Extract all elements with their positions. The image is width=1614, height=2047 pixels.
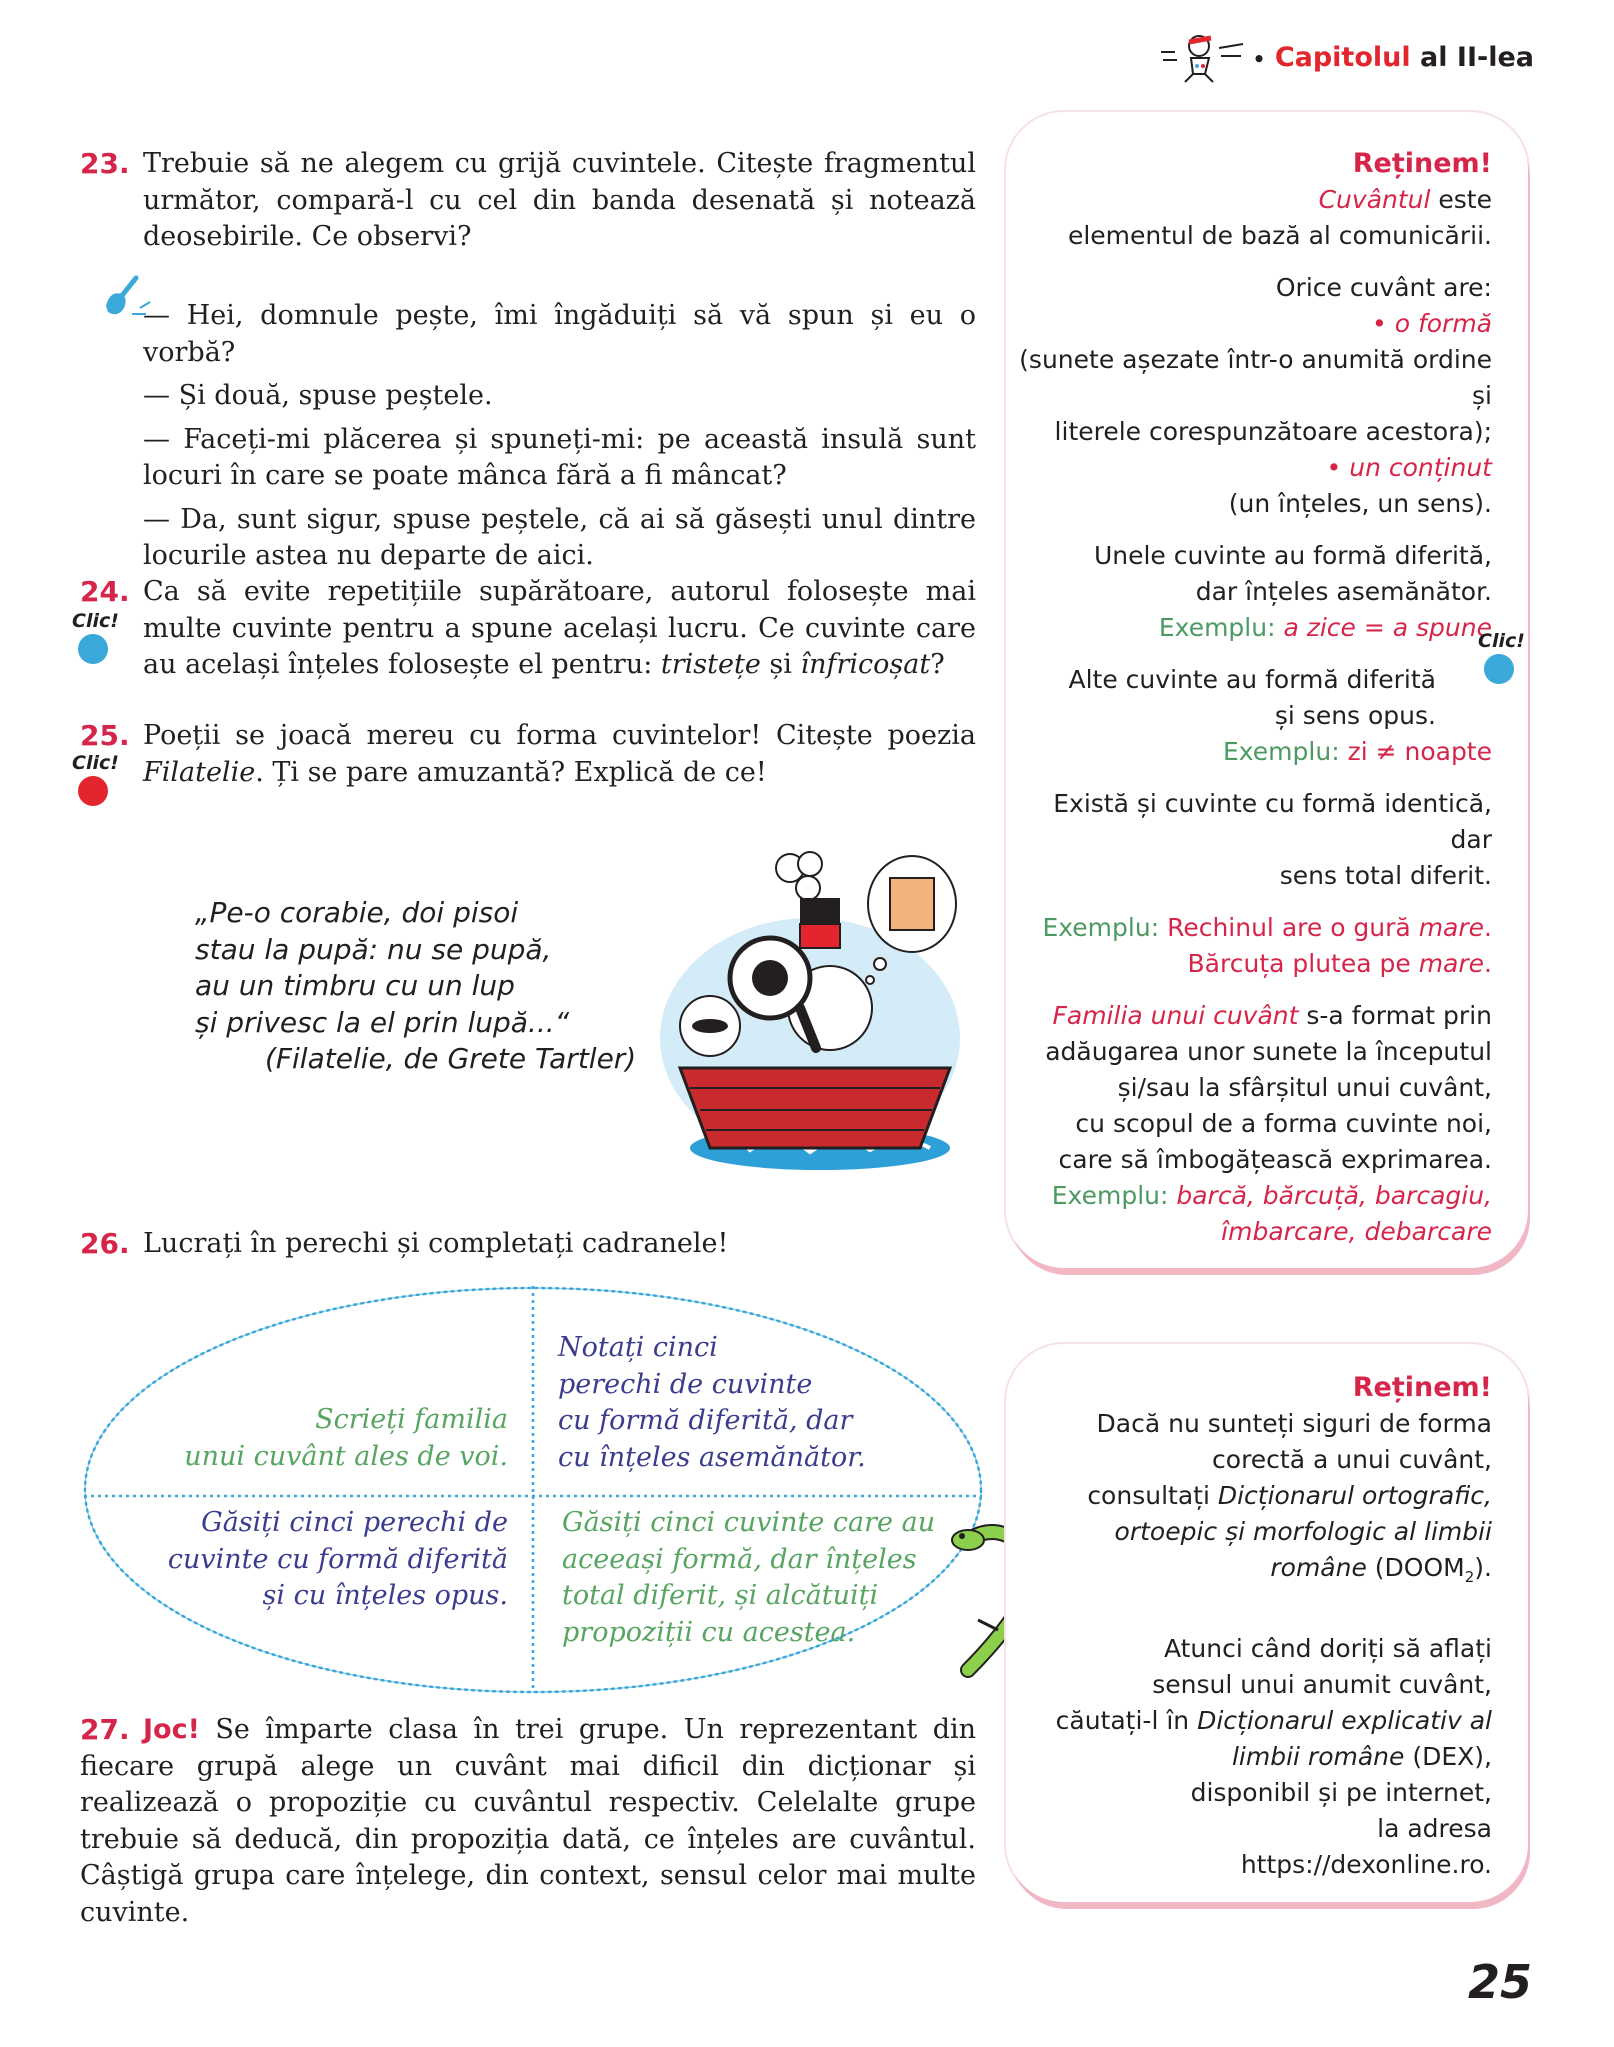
dialog-line: — Faceți-mi plăcerea și spuneți-mi: pe această insulă sunt locuri în care se poate mânca fără a fi mâncat? (143, 423, 976, 491)
runner-mascot-icon (1161, 30, 1245, 84)
exercise-number: 26. (80, 1227, 130, 1260)
quadrant-bottom-right: Găsiți cinci cuvinte care au aceeași formă, dar înțeles total diferit, și alcătuiți propoziții cu acestea. (562, 1507, 936, 1648)
exercise-27 (80, 1712, 976, 1931)
exercise-24 (80, 574, 976, 684)
cats-in-boat-illustration (650, 848, 980, 1180)
clic-globe-button[interactable]: Clic! (1478, 630, 1522, 684)
exercise-number: 23. (80, 147, 130, 180)
dialog-line: — Hei, domnule pește, îmi îngăduiți să vă spun și eu o vorbă? (143, 300, 976, 368)
panel-title: Reținem! (1352, 148, 1492, 179)
remember-panel-2: Reținem! Dacă nu sunteți siguri de forma corectă a unui cuvânt, consultați Dicționarul ortografic, ortoepic și morfologic al limbii române $(DOOM_2)$. Atunci când doriți să aflați sensul unui anumit cuvânt, căutați-l în Dicționarul explicativ al limbii române (DEX), disponibil și pe internet, la adresa https://dexonline.ro. (1006, 1344, 1528, 1902)
chapter-title: • Capitolul al II-lea (1252, 41, 1534, 73)
exercise-number: 25. (80, 719, 130, 752)
page-number: 25 (1467, 1955, 1532, 2009)
exercise-number: 27. (80, 1713, 130, 1746)
chapter-word: Capitolul (1274, 41, 1411, 73)
poem-source: (Filatelie, de Grete Tartler) (265, 1042, 637, 1075)
quadrant-top-left: Scrieți familia unui cuvânt ales de voi. (184, 1404, 508, 1472)
dialog-fragment (143, 298, 976, 582)
chapter-header (1161, 30, 1534, 84)
dialog-line: — Da, sunt sigur, spuse peștele, că ai să găsești unul dintre locurile astea nu departe de aici. (143, 503, 976, 571)
clic-audio-icon (78, 776, 108, 806)
clic-globe-icon (1484, 654, 1514, 684)
exercise-text: Trebuie să ne alegem cu grijă cuvintele. Citește fragmentul următor, compară-l cu cel din banda desenată și notează deosebirile. Ce observi? (143, 148, 976, 252)
clic-globe-button[interactable]: Clic! (72, 610, 116, 664)
poem-filatelie: „Pe-o corabie, doi pisoi stau la pupă: nu se pupă, au un timbru cu un lup și privesc la el prin lupă...“ (Filatelie, de Grete Tartler) (195, 895, 636, 1078)
exercise-23 (80, 146, 976, 256)
clic-globe-icon (78, 634, 108, 664)
game-label: Joc! (143, 1714, 200, 1745)
clic-audio-button[interactable]: Clic! (72, 752, 116, 806)
panel-title: Reținem! (1352, 1372, 1492, 1403)
exercise-26 (80, 1226, 976, 1263)
exercise-text: Ca să evite repetițiile supărătoare, autorul folosește mai multe cuvinte pentru a spune același lucru. Ce cuvinte care au același înțeles folosește el pentru: tristețe și înfricoșat? (143, 576, 976, 680)
remember-panel-1: Reținem! Cuvântul este elementul de bază al comunicării. Orice cuvânt are: • o formă (sunete așezate într-o anumită ordine și literele corespunzătoare acestora); • un conținut (un înțeles, un sens). Unele cuvinte au formă diferită, dar înțeles asemănător. Exemplu: a zice = a spune Alte cuvinte au formă diferită și sens opus. Exemplu: zi ≠ noapte Există și cuvinte cu formă identică, dar sens total diferit. Exemplu: Rechinul are o gură mare. Bărcuța plutea pe mare. Familia unui cuvânt s-a format prin adăugarea unor sunete la începutul și/sau la sfârșitul unui cuvânt, cu scopul de a forma cuvinte noi, care să îmbogățească exprimarea. Exemplu: barcă, bărcuță, barcagiu, îmbarcare, debarcare Clic! (1006, 112, 1528, 1268)
chapter-number: al II-lea (1420, 41, 1534, 73)
exercise-text: Lucrați în perechi și completați cadranele! (143, 1228, 729, 1259)
exercise-text: Poeții se joacă mereu cu forma cuvintelor! Citește poezia Filatelie. Ți se pare amuzantă? Explică de ce! (143, 720, 976, 788)
exercise-text: Joc! Se împarte clasa în trei grupe. Un reprezentant din fiecare grupă alege un cuvânt mai dificil din dicționar și realizează o propoziție cu cuvântul respectiv. Celelalte grupe trebuie să deducă, din propoziția dată, ce înțeles are cuvântul. Câștigă grupa care înțelege, din context, sensul celor mai multe cuvinte. (80, 1714, 976, 1928)
dexonline-link[interactable]: https://dexonline.ro. (1240, 1850, 1492, 1879)
quadrant-top-right: Notați cinci perechi de cuvinte cu formă diferită, dar cu înțeles asemănător. (558, 1332, 866, 1473)
dialog-line: — Și două, spuse peștele. (143, 380, 493, 411)
exercise-number: 24. (80, 575, 130, 608)
exercise-25 (80, 718, 976, 791)
quadrant-bottom-left: Găsiți cinci perechi de cuvinte cu formă diferită și cu înțeles opus. (167, 1507, 508, 1611)
